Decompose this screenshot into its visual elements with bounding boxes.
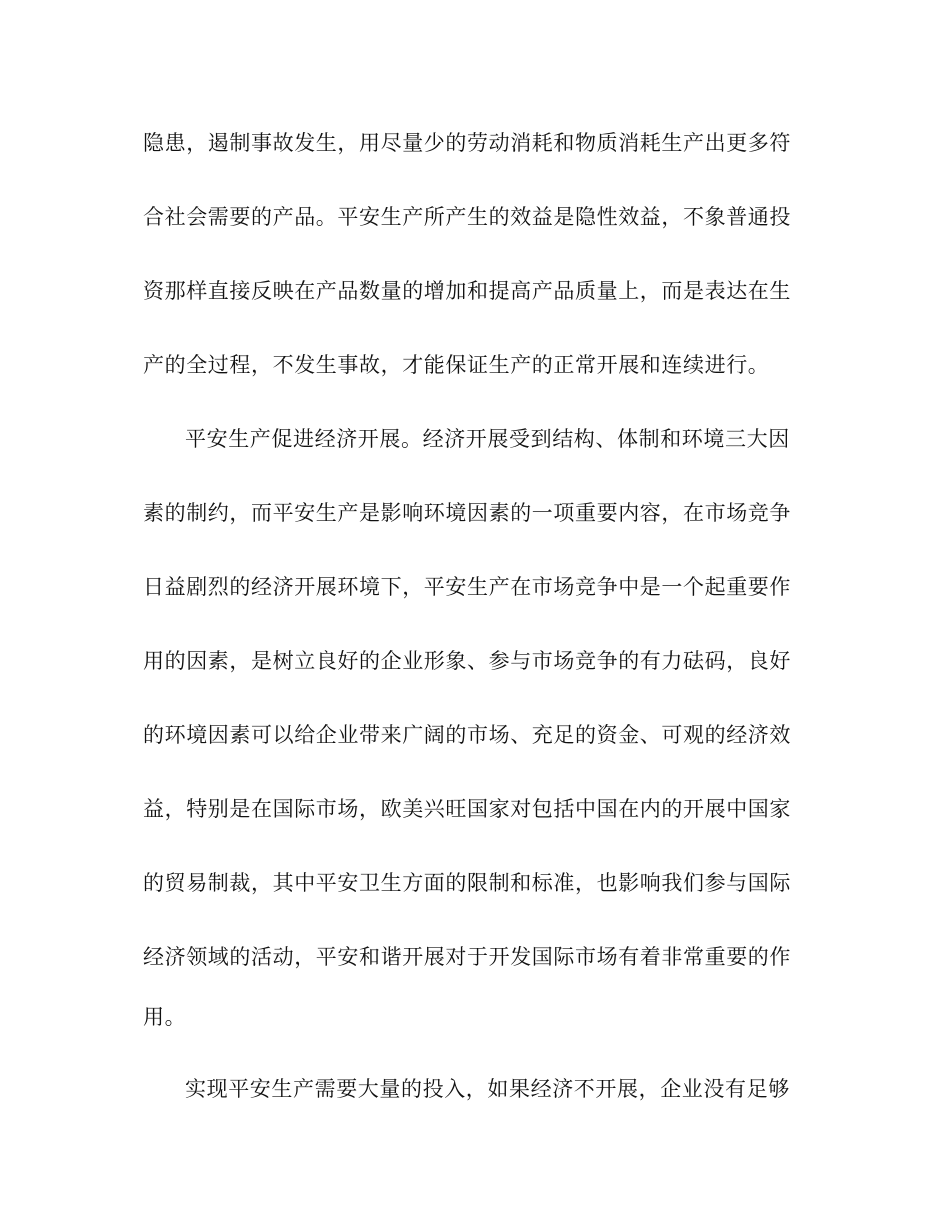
text-line-7: 日益剧烈的经济开展环境下，平安生产在市场竞争中是一个起重要作: [143, 575, 791, 599]
text-line-5: 平安生产促进经济开展。经济开展受到结构、体制和环境三大因: [185, 427, 790, 451]
text-line-13: 用。: [143, 1005, 187, 1029]
text-line-8: 用的因素，是树立良好的企业形象、参与市场竞争的有力砝码，良好: [143, 649, 791, 673]
text-line-12: 经济领域的活动，平安和谐开展对于开发国际市场有着非常重要的作: [143, 945, 791, 969]
text-line-11: 的贸易制裁，其中平安卫生方面的限制和标准，也影响我们参与国际: [143, 871, 791, 895]
text-line-4: 产的全过程，不发生事故，才能保证生产的正常开展和连续进行。: [143, 353, 770, 377]
text-line-10: 益，特别是在国际市场，欧美兴旺国家对包括中国在内的开展中国家: [143, 797, 791, 821]
text-line-9: 的环境因素可以给企业带来广阔的市场、充足的资金、可观的经济效: [143, 723, 791, 747]
text-line-1: 隐患，遏制事故发生，用尽量少的劳动消耗和物质消耗生产出更多符: [143, 131, 791, 155]
text-line-14: 实现平安生产需要大量的投入，如果经济不开展，企业没有足够: [185, 1077, 790, 1101]
text-line-2: 合社会需要的产品。平安生产所产生的效益是隐性效益，不象普通投: [143, 205, 791, 229]
text-line-3: 资那样直接反映在产品数量的增加和提高产品质量上，而是表达在生: [143, 279, 791, 303]
text-line-6: 素的制约，而平安生产是影响环境因素的一项重要内容，在市场竞争: [143, 501, 791, 525]
